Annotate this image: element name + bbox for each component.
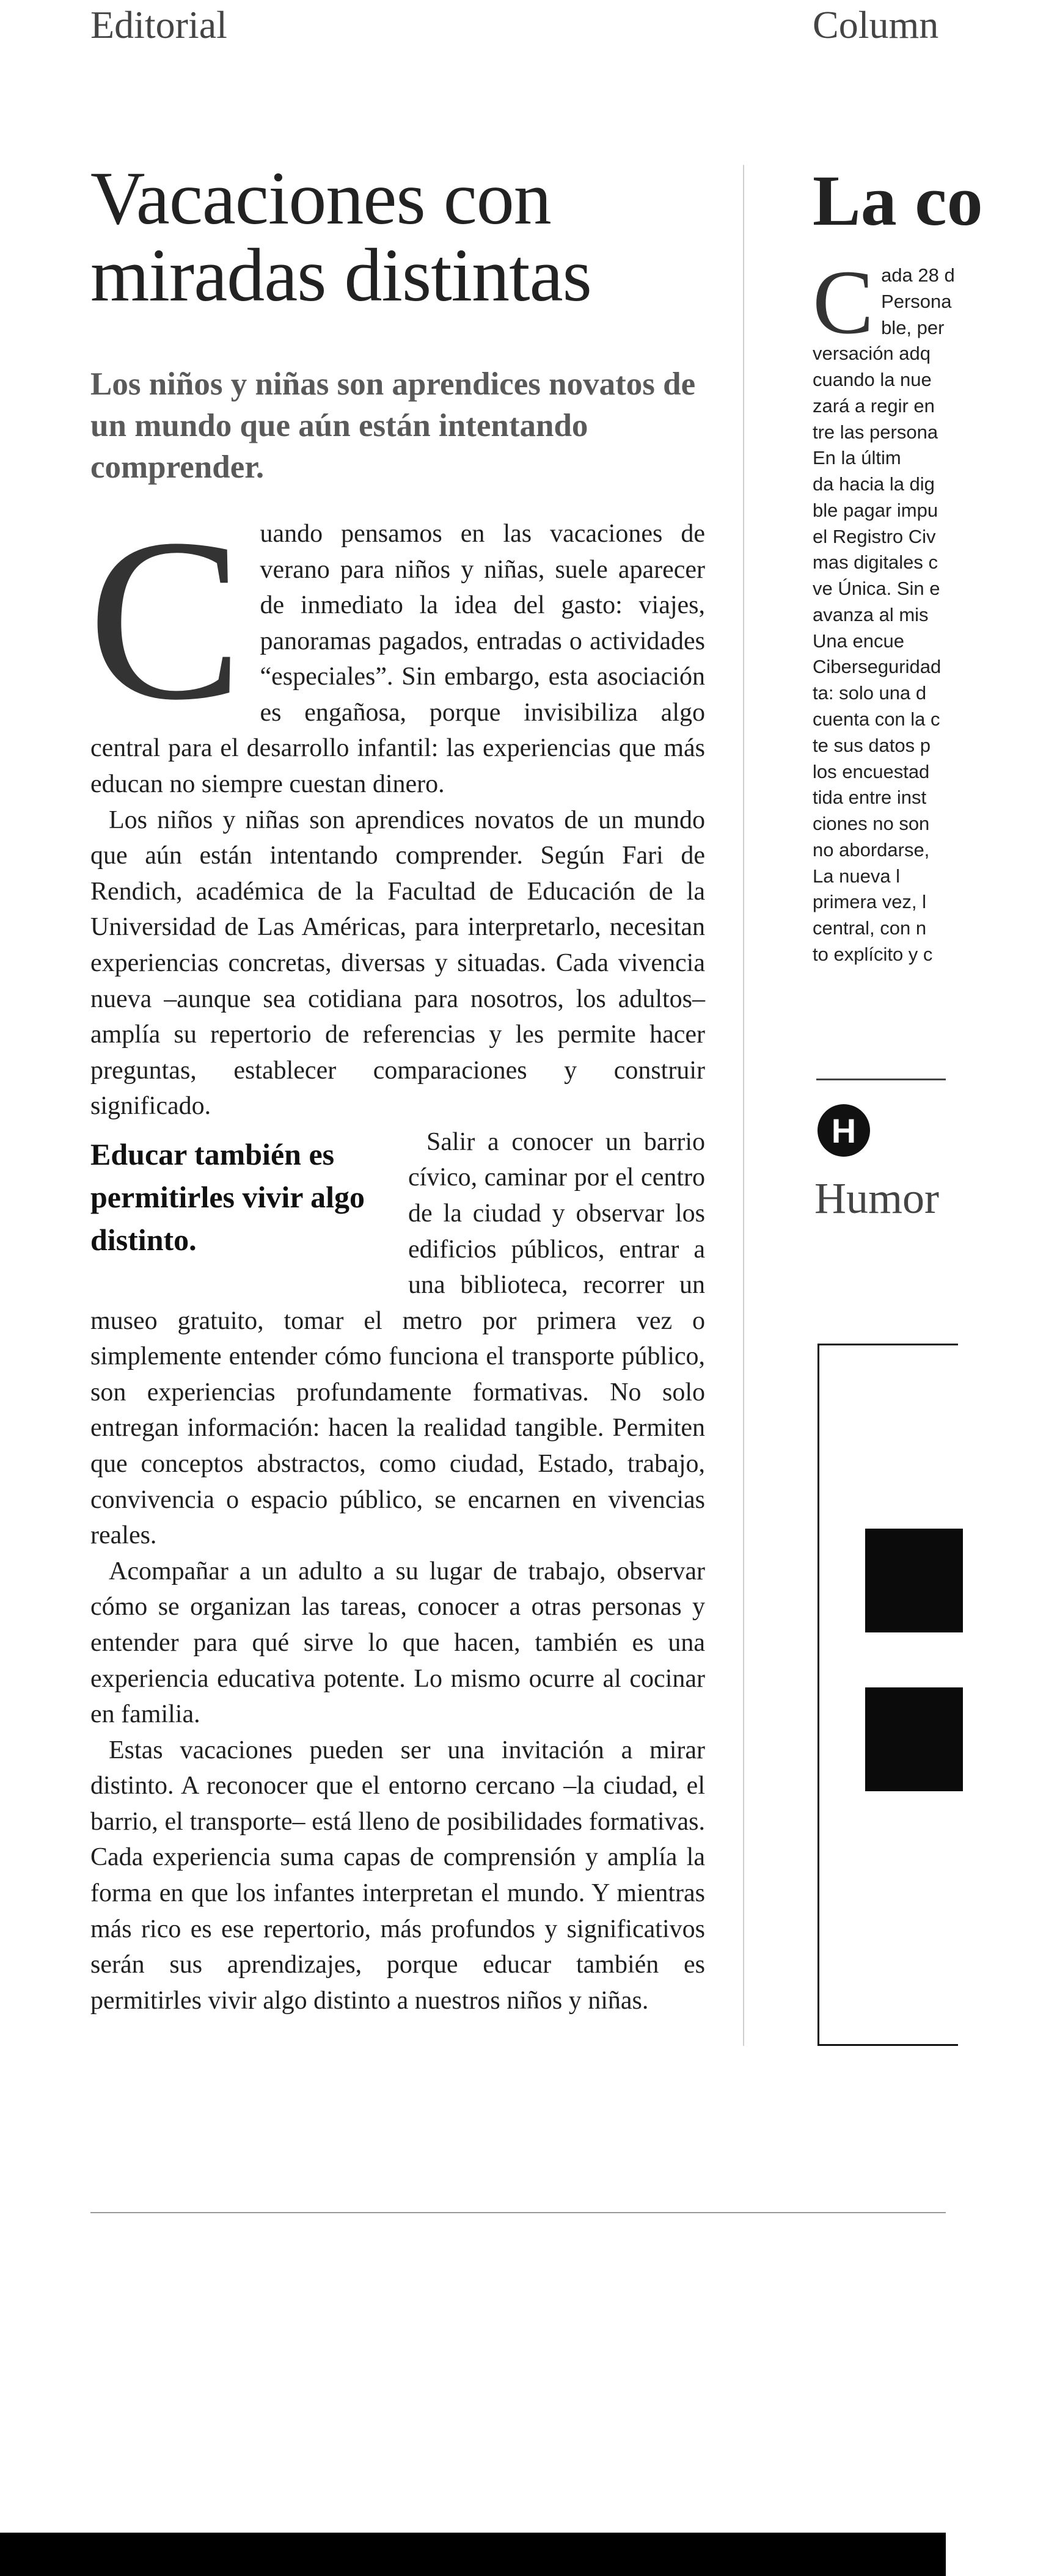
column-text-line: En la últim (813, 447, 901, 469)
cartoon-block (865, 1529, 963, 1632)
column-text-line: central, con n (813, 917, 927, 939)
column-text-line: tre las persona (813, 421, 938, 443)
column-text-line: los encuestad (813, 760, 930, 782)
editorial-dropcap: C (88, 491, 243, 748)
column-text-line: to explícito y c (813, 943, 933, 965)
column-text-line: versación adq (813, 343, 931, 365)
column-text-line: Una encue (813, 630, 904, 652)
editorial-paragraph: uando pensamos en las vacaciones de verano para niños y niñas, suele aparecer de inmediato la idea del gasto: viajes, panoramas pagados, entradas o actividades “especiales”. Sin embargo, esta asociación es engañosa, porque invisibiliza algo central para el desarrollo infantil: las experiencias que más educan no siempre cuestan dinero. (90, 520, 705, 799)
column-text-line: primera vez, l (813, 891, 927, 913)
humor-cartoon (817, 1344, 958, 2046)
column-text-line: tida entre inst (813, 787, 927, 809)
column-text-line: avanza al mis (813, 603, 929, 625)
column-text-line: ta: solo una d (813, 682, 927, 704)
column-text-line: te sus datos p (813, 734, 931, 756)
column-text (813, 252, 955, 968)
column-text-line: Persona (881, 290, 952, 312)
editorial-title: Vacaciones con miradas distintas (90, 156, 591, 318)
editorial-paragraph: Los niños y niñas son aprendices novatos de un mundo que aún están intentando comprender. Según Fari de Rendich, académica de la Facultad de Educación de la Universidad de Las Américas, para interpretarlo, necesitan experiencias concretas, diversas y situadas. Cada vivencia nueva –aunque sea cotidiana para nosotros, los adultos– amplía su repertorio de referencias y les permite hacer preguntas, establecer comparaciones y construir significado. (90, 806, 705, 1121)
bottom-bar (0, 2533, 946, 2576)
column-divider (743, 165, 744, 2046)
column-title: La co (813, 161, 983, 241)
column-text-line: La nueva l (813, 865, 901, 887)
pull-quote: Educar también es permitirles vivir algo distinto. (90, 1137, 365, 1257)
column-text-line: no abordarse, (813, 839, 930, 860)
column-article (813, 161, 1057, 965)
section-label-column: Column (813, 3, 939, 46)
column-text-line: ble, per (881, 316, 945, 338)
column-text-line: ble pagar impu (813, 499, 938, 521)
humor-h-icon: H (817, 1104, 870, 1157)
cartoon-block (865, 1687, 963, 1791)
column-text-line: el Registro Civ (813, 525, 936, 547)
column-text-line: da hacia la dig (813, 473, 935, 495)
column-text-line: mas digitales c (813, 551, 938, 573)
humor-label: Humor (814, 1174, 939, 1223)
column-text-line: ada 28 d (881, 264, 955, 286)
column-text-line: ve Única. Sin e (813, 578, 940, 600)
editorial-paragraph: Acompañar a un adulto a su lugar de trabajo, observar cómo se organizan las tareas, conocer a otras personas y entender para qué sirve lo que hacen, también es una experiencia educativa potente. Lo mismo ocurre al cocinar en familia. (90, 1557, 705, 1729)
column-text-line: cuando la nue (813, 369, 932, 391)
page-rule (90, 2212, 946, 2213)
column-text-line: Ciberseguridad (813, 656, 942, 678)
column-text-line: ciones no son (813, 813, 930, 835)
column-text-line: cuenta con la c (813, 708, 940, 730)
editorial-lead: Los niños y niñas son aprendices novatos de un mundo que aún están intentando comprender. (90, 366, 696, 485)
column-rule (816, 1079, 946, 1080)
section-label-editorial: Editorial (90, 3, 227, 46)
editorial-paragraph: Estas vacaciones pueden ser una invitación a mirar distinto. A reconocer que el entorno cercano –la ciudad, el barrio, el transporte– está lleno de posibilidades formativas. Cada experiencia suma capas de comprensión y amplía la forma en que los infantes interpretan el mundo. Y mientras más rico es ese repertorio, más profundos y significativos serán sus aprendizajes, porque educar también es permitirles vivir algo distinto a nuestros niños y niñas. (90, 1736, 705, 2015)
column-text-line: zará a regir en (813, 395, 935, 417)
editorial-body (88, 491, 705, 2018)
column-dropcap: C (813, 252, 874, 353)
editorial-paragraph: Salir a conocer un barrio cívico, caminar por el centro de la ciudad y observar los edificios públicos, entrar a una biblioteca, recorrer un museo gratuito, tomar el metro por primera vez o simplemente entender cómo funciona el transporte público, son experiencias profundamente formativas. No solo entregan información: hacen la realidad tangible. Permiten que conceptos abstractos, como ciudad, Estado, trabajo, convivencia o espacio público, se encarnen en vivencias reales. (90, 1127, 705, 1550)
